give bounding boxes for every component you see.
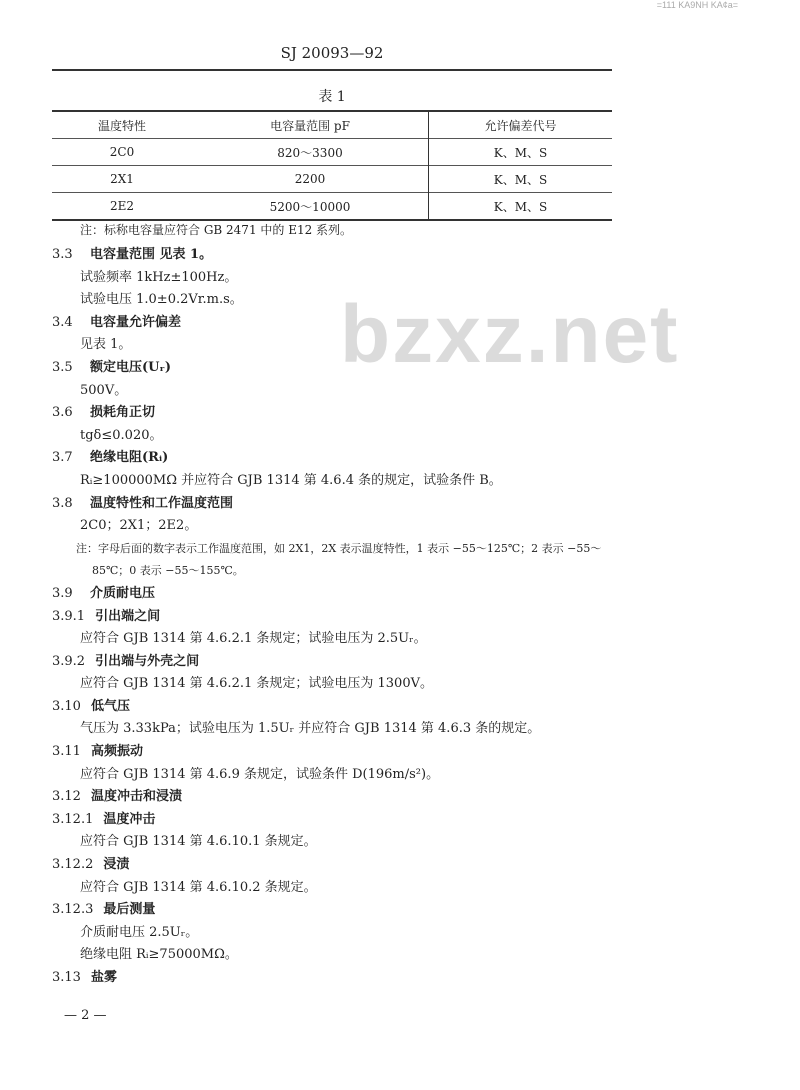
section-heading [52,786,652,809]
section-number: 3.11 [52,744,81,760]
section-heading [52,583,652,606]
line-text: 气压为 3.33kPa；试验电压为 1.5Uᵣ 并应符合 GJB 1314 第 4.6.3 条的规定。 [80,721,541,737]
line-text: 应符合 GJB 1314 第 4.6.2.1 条规定；试验电压为 1300V。 [80,676,433,692]
column-header: 允许偏差代号 [484,118,557,133]
section-heading [52,967,652,990]
section-heading [52,899,652,922]
section-number: 3.9 [52,585,73,601]
line-text: 2C0；2X1；2E2。 [80,518,198,534]
body-line [52,425,652,448]
section-heading [52,447,652,470]
line-text: 额定电压(Uᵣ) [90,359,172,375]
line-text: 损耗角正切 [90,405,156,421]
section-heading [52,651,652,674]
note-line [52,538,652,561]
table-cell: 2X1 [110,172,134,186]
line-text: 85℃；0 表示 −55～155℃。 [92,564,244,578]
watermark: bzxz.net [340,289,680,380]
line-text: 绝缘电阻(Rᵢ) [90,450,169,466]
line-text: 应符合 GJB 1314 第 4.6.10.1 条规定。 [80,834,317,850]
body-line [52,944,652,967]
note-line [52,560,652,583]
section-number: 3.12 [52,789,81,805]
section-heading [52,493,652,516]
line-text: 绝缘电阻 Rᵢ≥75000MΩ。 [80,947,238,963]
section-number: 3.6 [52,405,73,421]
section-number: 3.8 [52,495,73,511]
table-cell: K、M、S [493,199,548,214]
document-body [52,244,652,990]
table-cell: 5200～10000 [192,193,429,221]
line-text: 盐雾 [90,970,117,985]
section-number: 3.4 [52,314,73,330]
section-heading [52,741,652,764]
line-text: 低气压 [90,698,130,714]
section-heading [52,357,652,380]
line-text: 应符合 GJB 1314 第 4.6.9 条规定，试验条件 D(196m/s²)。 [80,766,440,782]
table-cell: 2C0 [109,145,135,159]
section-heading [52,312,652,335]
body-line [52,334,652,357]
line-text: 见表 1。 [80,337,132,353]
section-number: 3.13 [52,970,81,985]
line-text: 电容量允许偏差 [90,314,182,330]
body-line [52,718,652,741]
line-text: 500V。 [80,382,128,398]
section-heading [52,402,652,425]
section-number: 3.5 [52,359,73,375]
column-header: 电容量范围 pF [192,111,429,139]
table-cell: 2200 [192,166,429,193]
table-cell: 2E2 [109,199,135,213]
section-heading [52,696,652,719]
standard-number-header: SJ 20093—92 [280,44,384,62]
section-number: 3.12.3 [52,902,94,918]
table-row [52,193,612,221]
body-line [52,470,652,493]
header-rule [52,69,612,71]
section-number: 3.12.1 [52,811,94,827]
section-heading [52,606,652,629]
line-text: 应符合 GJB 1314 第 4.6.2.1 条规定；试验电压为 2.5Uᵣ。 [80,631,427,647]
capacitance-table [52,110,612,221]
line-text: 温度特性和工作温度范围 [90,495,234,511]
section-number: 3.9.2 [52,653,86,669]
table-caption: 表 1 [318,89,346,105]
line-text: 介质耐电压 2.5Uᵣ。 [80,924,199,940]
line-text: 应符合 GJB 1314 第 4.6.10.2 条规定。 [80,879,317,895]
line-text: 注：字母后面的数字表示工作温度范围，如 2X1，2X 表示温度特性，1 表示 −55～125℃；2 表示 −55～ [76,541,602,555]
body-line [52,289,652,312]
line-text: 试验频率 1kHz±100Hz。 [80,269,238,285]
line-text: 试验电压 1.0±0.2Vr.m.s。 [80,292,243,308]
section-number: 3.7 [52,450,73,466]
scan-corner-mark: =111 KA9NH KA¢a= [656,0,738,10]
table-row [52,166,612,193]
table-row [52,139,612,166]
body-line [52,673,652,696]
line-text: 温度冲击和浸渍 [90,789,182,805]
line-text: Rᵢ≥100000MΩ 并应符合 GJB 1314 第 4.6.4 条的规定，试验条件 B。 [80,472,502,488]
line-text: 介质耐电压 [90,585,156,601]
line-text: 引出端与外壳之间 [95,653,200,669]
column-header: 温度特性 [97,118,146,133]
body-line [52,380,652,403]
line-text: 最后测量 [103,902,156,918]
line-text: 浸渍 [103,857,130,873]
table-cell: K、M、S [493,145,548,160]
section-number: 3.9.1 [52,608,86,624]
section-heading [52,244,652,267]
section-number: 3.10 [52,698,81,714]
table-header-row [52,111,612,139]
section-heading [52,809,652,832]
line-text: 电容量范围 见表 1。 [90,247,213,262]
body-line [52,922,652,945]
line-text: tgδ≤0.020。 [80,427,163,443]
line-text: 温度冲击 [103,811,156,827]
table-cell: 820～3300 [192,139,429,166]
table-cell: K、M、S [493,172,548,187]
body-line [52,877,652,900]
body-line [52,515,652,538]
body-line [52,764,652,787]
line-text: 引出端之间 [95,608,161,624]
body-line [52,831,652,854]
section-number: 3.3 [52,247,73,262]
table-note: 注：标称电容量应符合 GB 2471 中的 E12 系列。 [80,223,353,237]
section-number: 3.12.2 [52,857,94,873]
line-text: 高频振动 [90,744,143,760]
body-line [52,267,652,290]
body-line [52,628,652,651]
section-heading [52,854,652,877]
page-number: — 2 — [64,1008,107,1023]
